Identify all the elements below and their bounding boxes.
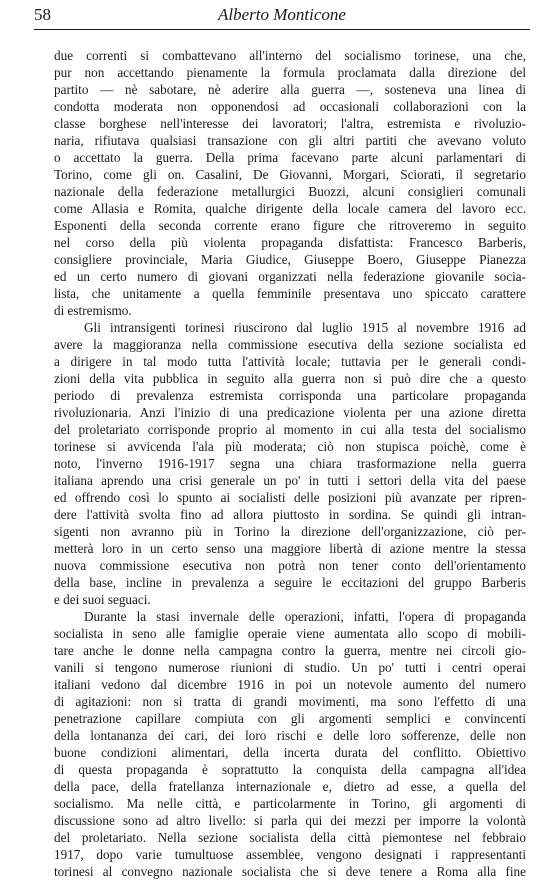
text-line: a dirigere in tal modo tutta l'attività locale; tuttavia per le generali condi-	[54, 354, 526, 369]
text-line: sigenti non avranno più in Torino la direzione dell'organizzazione, ciò per-	[54, 524, 526, 539]
text-line: buone condizioni alimentari, della incerta durata del conflitto. Obiettivo	[54, 745, 526, 760]
text-line: partito — nè sabotare, nè aderire alla guerra —, sosteneva una linea di	[54, 82, 526, 97]
text-line: torinese si avvicenda l'ala più moderata; ciò non stupisca poichè, come è	[54, 439, 526, 454]
text-line: ed offrendo così lo spunto ai socialisti delle posizioni più avanzate per ripren-	[54, 490, 526, 505]
text-line: dere l'attività svolta fino ad allora piuttosto in sordina. Se quindi gli intran-	[54, 507, 526, 522]
body-text	[54, 47, 526, 880]
text-line: socialista in seno alle famiglie operaie viene aumentata allo scopo di mobili-	[54, 626, 526, 641]
text-line: avere la maggioranza nella commissione esecutiva della sezione socialista ed	[54, 337, 526, 352]
text-line: Esponenti della seconda corrente erano figure che ritroveremo in seguito	[54, 218, 526, 233]
text-line: classe borghese nell'interesse dei lavoratori; l'altra, estremista e rivoluzio-	[54, 116, 526, 131]
text-line: ed un certo numero di giovani organizzati nella federazione giovanile socia-	[54, 269, 526, 284]
text-line: discussione sono ad altro livello: si parla qui dei mezzi per imporre la volontà	[54, 813, 526, 828]
text-line: socialismo. Ma nelle città, e particolarmente in Torino, gli argomenti di	[54, 796, 526, 811]
text-line: 1917, dopo varie tumultuose assemblee, vengono designati i rappresentanti	[54, 847, 526, 862]
text-line: metterà loro in un certo senso una maggiore libertà di azione mentre la stessa	[54, 541, 526, 556]
text-line: pur non accettando pienamente la formula proclamata dalla direzione del	[54, 65, 526, 80]
text-line: Gli intransigenti torinesi riuscirono dal luglio 1915 al novembre 1916 ad	[84, 320, 526, 335]
header-rule	[34, 29, 530, 30]
text-line: due correnti si combattevano all'interno del socialismo torinese, una che,	[54, 48, 526, 63]
text-line: italiani vedono dal dicembre 1916 in poi un notevole aumento del numero	[54, 677, 526, 692]
text-line: della base, incline in prevalenza a seguire le eccitazioni del gruppo Barberis	[54, 575, 526, 590]
text-line: e dei suoi seguaci.	[54, 592, 151, 607]
text-line: o accettato la guerra. Della prima facevano parte alcuni parlamentari di	[54, 150, 526, 165]
text-line: nazionale della federazione metallurgici Buozzi, alcuni consiglieri comunali	[54, 184, 526, 199]
text-line: della lontananza dei cari, dei loro rischi e delle loro sofferenze, delle non	[54, 728, 526, 743]
text-line: torinesi al convegno nazionale socialista che si deve tenere a Roma alla fine	[54, 864, 526, 879]
text-line: Torino, come gli on. Casalini, De Giovanni, Morgari, Sciorati, il segretario	[54, 167, 526, 182]
page-header	[34, 4, 530, 28]
text-line: condotta moderata non opponendosi ad occasionali collaborazioni con la	[54, 99, 526, 114]
text-line: del proletariato corrisponde proprio al momento in cui alla testa del socialismo	[54, 422, 526, 437]
text-line: consigliere provinciale, Maria Giudice, Giuseppe Boero, Giuseppe Pianezza	[54, 252, 526, 267]
text-line: di agitazioni: non si tratta di grandi movimenti, ma sono l'effetto di una	[54, 694, 526, 709]
text-line: italiana aprendo una crisi generale un po' in tutti i settori della vita del paese	[54, 473, 526, 488]
text-line: zioni della vita pubblica in seguito alla guerra non si può dire che a questo	[54, 371, 526, 386]
text-line: come Allasia e Romita, qualche dirigente della locale camera del lavoro ecc.	[54, 201, 526, 216]
text-line: di estremismo.	[54, 303, 132, 318]
page-number: 58	[34, 5, 51, 24]
text-line: naria, rifiutava qualsiasi transazione con gli altri partiti che avevano voluto	[54, 133, 526, 148]
text-line: rivoluzionaria. Anzi l'inizio di una predicazione violenta per una azione diretta	[54, 405, 526, 420]
text-line: tare anche le donne nella campagna contro la guerra, mentre nei circoli gio-	[54, 643, 526, 658]
text-line: penetrazione capillare compiuta con gli argomenti semplici e convincenti	[54, 711, 526, 726]
text-line: di questa propaganda è soprattutto la conquista della campagna all'idea	[54, 762, 526, 777]
running-head: Alberto Monticone	[218, 5, 346, 24]
text-line: del proletariato. Nella sezione socialista della città piemontese nel febbraio	[54, 830, 526, 845]
text-line: vanili si tengono numerose riunioni di studio. Un po' tutti i centri operai	[54, 660, 526, 675]
text-line: nel corso della più violenta propaganda disfattista: Francesco Barberis,	[54, 235, 526, 250]
text-line: Durante la stasi invernale delle operazioni, infatti, l'opera di propaganda	[84, 609, 526, 624]
text-line: periodo di prevalenza estremista corrisponda una particolare propaganda	[54, 388, 526, 403]
text-line: lista, che unitamente a quella femminile presentava uno spiccato carattere	[54, 286, 526, 301]
text-line: noto, l'inverno 1916-1917 segna una chiara trasformazione nella guerra	[54, 456, 526, 471]
text-line: nuova commissione esecutiva non potrà non tener conto dell'orientamento	[54, 558, 526, 573]
text-line: della pace, della fratellanza internazionale e, dietro ad esse, a quella del	[54, 779, 526, 794]
